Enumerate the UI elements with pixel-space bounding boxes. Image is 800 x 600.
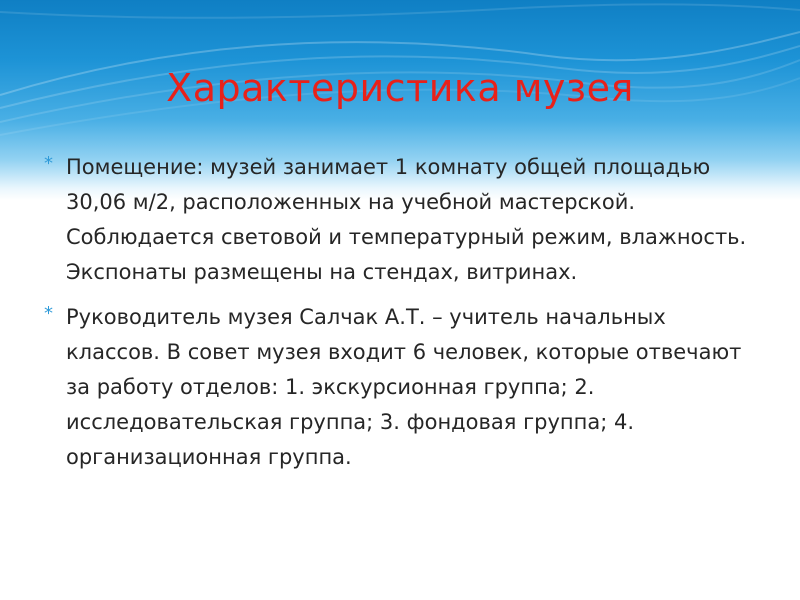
slide-title: Характеристика музея: [166, 66, 634, 110]
bullet-text: Руководитель музея Салчак А.Т. – учитель начальных классов. В совет музея входит 6 человек, которые отвечают за работу отделов: 1. экскурсионная группа; 2. исследовательская группа; 3. фондовая группа; 4. организационная группа.: [66, 305, 742, 469]
asterisk-bullet-icon: *: [44, 153, 53, 174]
asterisk-bullet-icon: *: [44, 303, 53, 324]
bullet-list: [44, 150, 756, 485]
bullet-item-leadership: [44, 300, 756, 475]
bullet-item-room: [44, 150, 756, 290]
bullet-text: Помещение: музей занимает 1 комнату общей площадью 30,06 м/2, расположенных на учебной мастерской. Соблюдается световой и температурный режим, влажность. Экспонаты размещены на стендах, витринах.: [66, 155, 747, 284]
